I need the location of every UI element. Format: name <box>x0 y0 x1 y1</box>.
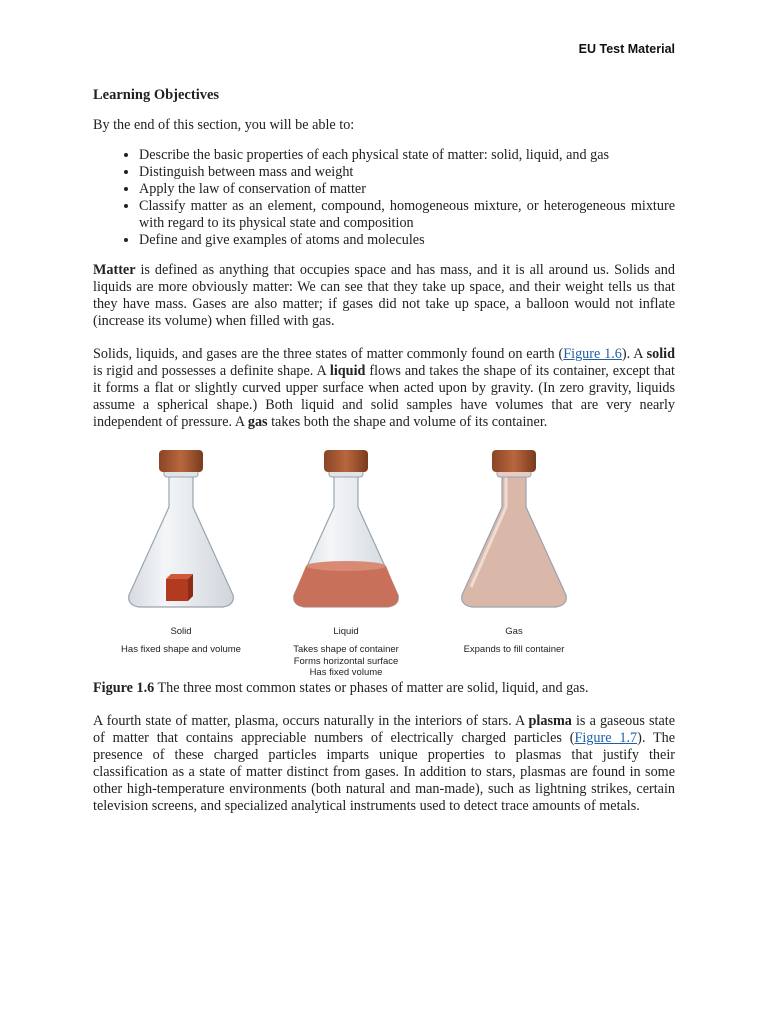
document-header: EU Test Material <box>578 42 675 56</box>
caption-text: The three most common states or phases of matter are solid, liquid, and gas. <box>154 680 589 696</box>
gas-description: Expands to fill container <box>463 644 565 655</box>
solid-cork <box>159 450 203 472</box>
states-text: is rigid and possesses a definite shape. A <box>93 363 330 379</box>
plasma-text: is a gaseous state of matter that contains appreciable numbers of electrically charged particles ( <box>93 713 675 746</box>
liquid-flask <box>294 450 399 607</box>
liquid-desc-line: Takes shape of container <box>293 644 399 655</box>
objective-item: • Define and give examples of atoms and molecules <box>139 232 675 249</box>
figure-1-6 <box>93 447 675 677</box>
plasma-text: ). The presence of these charged particles imparts unique properties to plasmas that justify their classification as a state of matter distinct from gases. In addition to stars, plasmas are found in some other high-temperature environments (both natural and man-made), such as lightning strikes, certain television screens, and specialized analytical instruments used to detect trace amounts of metals. <box>93 730 676 814</box>
objective-item: • Apply the law of conservation of matter <box>139 181 675 198</box>
solid-label: Solid <box>170 626 192 637</box>
objective-item: • Describe the basic properties of each physical state of matter: solid, liquid, and gas <box>139 147 675 164</box>
figure-1-7-link[interactable]: Figure 1.7 <box>574 730 638 746</box>
plasma-text: A fourth state of matter, plasma, occurs naturally in the interiors of stars. A <box>93 713 529 729</box>
states-text: Solids, liquids, and gases are the three states of matter commonly found on earth ( <box>93 346 564 362</box>
solid-cube <box>166 579 188 601</box>
gas-cork <box>492 450 536 472</box>
states-text: flows and takes the shape of its container, except that it forms a flat or slightly curved upper surface when acted upon by gravity. (In zero gravity, liquids assume a spherical shape.) Both liquid and solid samples have volumes that are very nearly independent of pressure. A <box>93 363 675 430</box>
matter-paragraph <box>93 262 675 330</box>
matter-term: Matter <box>93 262 136 278</box>
learning-objectives-heading: Learning Objectives <box>93 87 220 103</box>
liquid-desc-line: Forms horizontal surface <box>293 655 399 667</box>
liquid-fill <box>294 566 399 607</box>
objectives-list <box>93 147 675 249</box>
objective-item: • Distinguish between mass and weight <box>139 164 675 181</box>
solid-term: solid <box>646 346 675 362</box>
states-text: ). A <box>621 346 647 362</box>
liquid-desc-line: Has fixed volume <box>309 667 383 678</box>
gas-label: Gas <box>505 626 523 637</box>
gas-term: gas <box>247 414 268 430</box>
liquid-cork <box>324 450 368 472</box>
states-paragraph <box>93 346 675 431</box>
liquid-label: Liquid <box>333 626 359 637</box>
matter-text: is defined as anything that occupies space and has mass, and it is all around us. Solids and liquids are more obviously matter: We can see that they take up space, and their weight tells us that they have mass. Gases are also matter; if gases did not take up space, a balloon would not inflate (increase its volume) when filled with gas. <box>93 262 675 329</box>
figure-caption <box>93 680 675 697</box>
plasma-term: plasma <box>528 713 572 729</box>
caption-label: Figure 1.6 <box>93 680 155 696</box>
gas-flask <box>462 450 567 607</box>
plasma-paragraph <box>93 713 675 815</box>
gas-fill <box>462 471 567 607</box>
flasks-illustration <box>93 447 675 677</box>
solid-flask <box>129 450 234 607</box>
liquid-description <box>276 644 416 679</box>
objective-item: • Classify matter as an element, compound, homogeneous mixture, or heterogeneous mixture with regard to its physical state and composition <box>139 198 675 232</box>
liquid-term: liquid <box>329 363 366 379</box>
objectives-intro: By the end of this section, you will be able to: <box>93 117 355 133</box>
document-body <box>93 87 675 831</box>
figure-1-6-link[interactable]: Figure 1.6 <box>563 346 622 362</box>
states-text: takes both the shape and volume of its container. <box>267 414 548 430</box>
solid-description: Has fixed shape and volume <box>121 644 241 655</box>
